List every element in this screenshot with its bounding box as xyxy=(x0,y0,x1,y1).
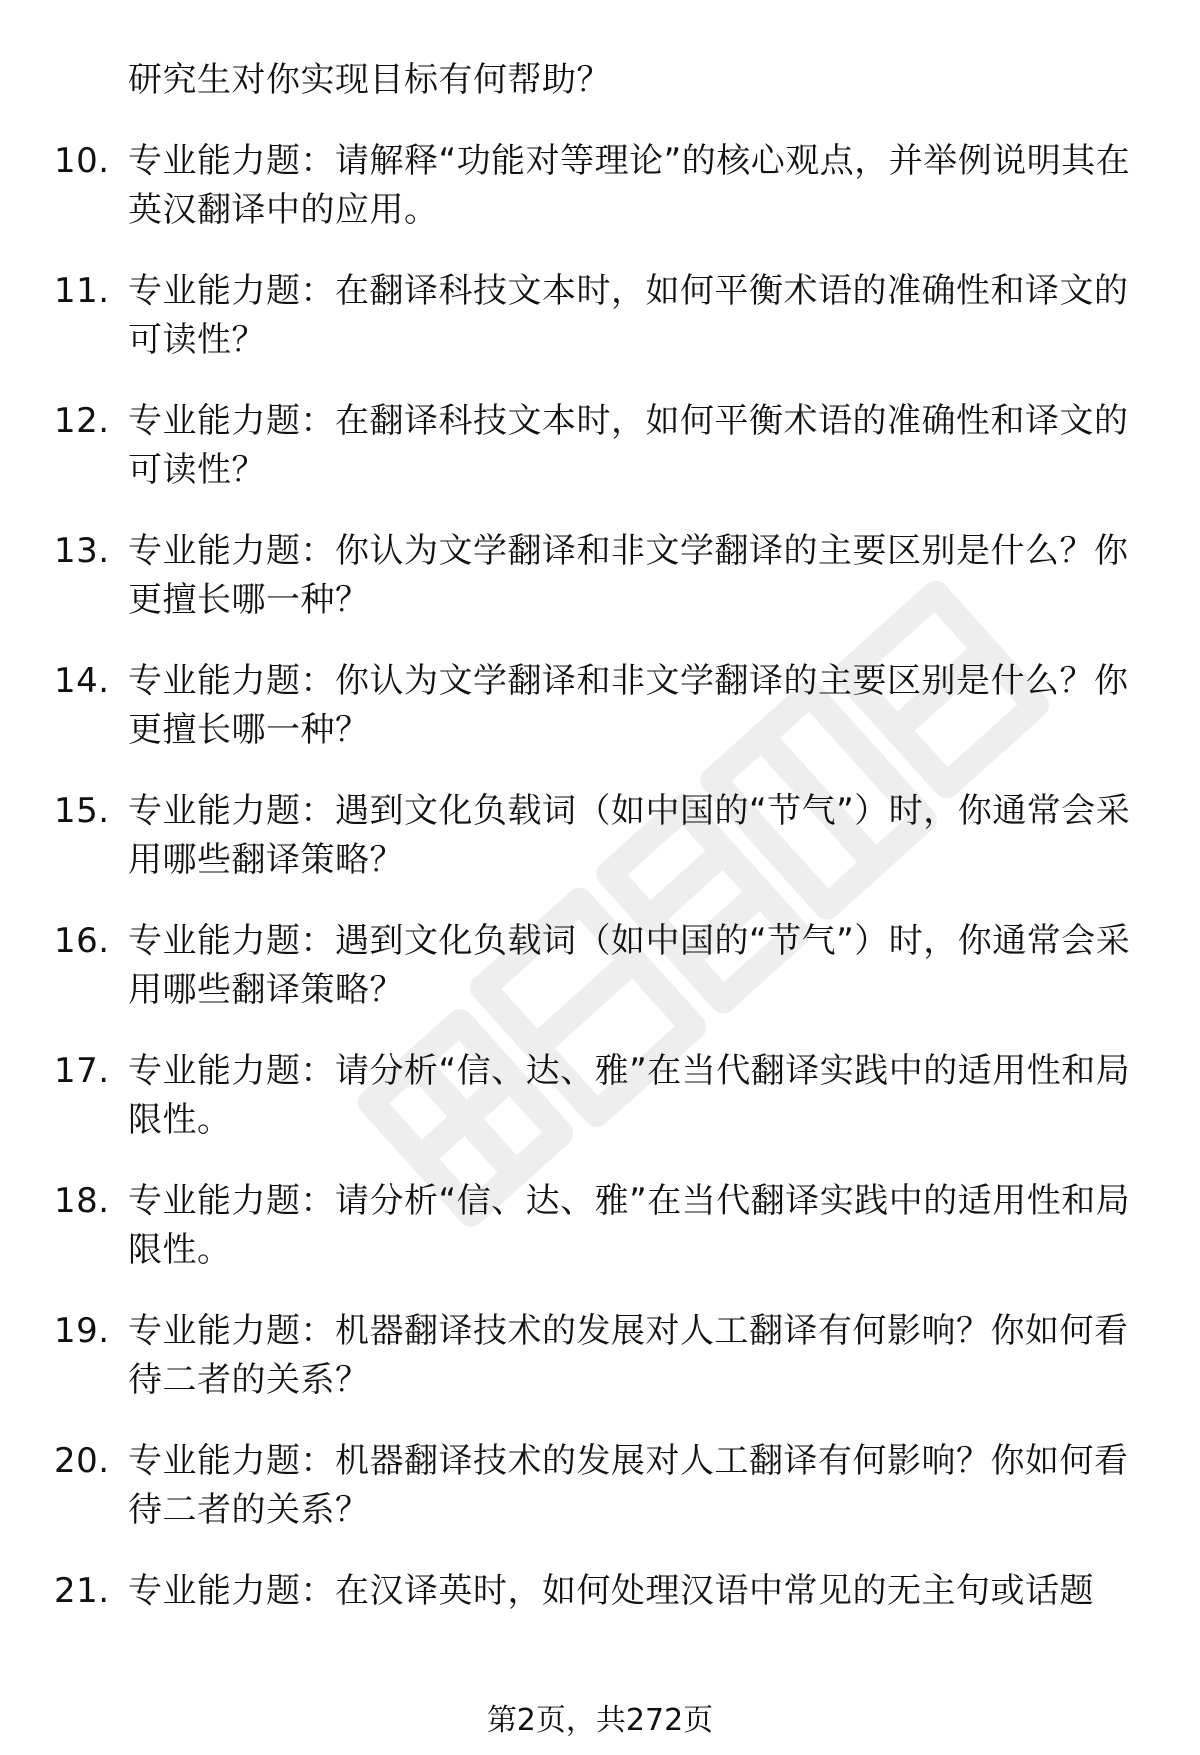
list-item xyxy=(0,1567,1138,1616)
list-item xyxy=(0,137,1138,235)
question-text: 专业能力题：遇到文化负载词（如中国的“节气”）时，你通常会采用哪些翻译策略？ xyxy=(128,791,1131,880)
question-number: 20. xyxy=(54,1441,110,1481)
question-text: 专业能力题：请分析“信、达、雅”在当代翻译实践中的适用性和局限性。 xyxy=(128,1051,1131,1140)
question-number: 14. xyxy=(54,661,110,701)
list-item xyxy=(0,397,1138,495)
question-number: 16. xyxy=(54,921,110,961)
question-number: 18. xyxy=(54,1181,110,1221)
list-item xyxy=(0,917,1138,1015)
question-number: 19. xyxy=(54,1311,110,1351)
list-item xyxy=(0,1047,1138,1145)
question-text: 专业能力题：请解释“功能对等理论”的核心观点，并举例说明其在英汉翻译中的应用。 xyxy=(128,141,1131,230)
list-item xyxy=(0,1437,1138,1535)
question-number: 21. xyxy=(54,1571,110,1611)
question-text: 专业能力题：你认为文学翻译和非文学翻译的主要区别是什么？你更擅长哪一种？ xyxy=(128,661,1129,750)
list-item xyxy=(0,657,1138,755)
list-item xyxy=(0,1177,1138,1275)
list-item xyxy=(0,1307,1138,1405)
question-text: 专业能力题：在翻译科技文本时，如何平衡术语的准确性和译文的可读性？ xyxy=(128,401,1129,490)
continued-question-text: 研究生对你实现目标有何帮助？ xyxy=(128,60,611,100)
question-number: 17. xyxy=(54,1051,110,1091)
question-text: 专业能力题：机器翻译技术的发展对人工翻译有何影响？你如何看待二者的关系？ xyxy=(128,1441,1129,1530)
list-item xyxy=(0,267,1138,365)
page-number-footer: 第2页，共272页 xyxy=(486,1703,714,1738)
list-item xyxy=(0,527,1138,625)
question-text: 专业能力题：机器翻译技术的发展对人工翻译有何影响？你如何看待二者的关系？ xyxy=(128,1311,1129,1400)
question-content xyxy=(0,56,1200,1616)
question-list xyxy=(0,137,1200,1616)
question-text: 专业能力题：在汉译英时，如何处理汉语中常见的无主句或话题 xyxy=(128,1571,1094,1611)
question-number: 15. xyxy=(54,791,110,831)
question-text: 专业能力题：请分析“信、达、雅”在当代翻译实践中的适用性和局限性。 xyxy=(128,1181,1131,1270)
question-text: 专业能力题：在翻译科技文本时，如何平衡术语的准确性和译文的可读性？ xyxy=(128,271,1129,360)
question-number: 12. xyxy=(54,401,110,441)
list-item xyxy=(0,787,1138,885)
question-number: 13. xyxy=(54,531,110,571)
question-text: 专业能力题：你认为文学翻译和非文学翻译的主要区别是什么？你更擅长哪一种？ xyxy=(128,531,1129,620)
question-number: 10. xyxy=(54,141,110,181)
question-number: 11. xyxy=(54,271,110,311)
question-text: 专业能力题：遇到文化负载词（如中国的“节气”）时，你通常会采用哪些翻译策略？ xyxy=(128,921,1131,1010)
